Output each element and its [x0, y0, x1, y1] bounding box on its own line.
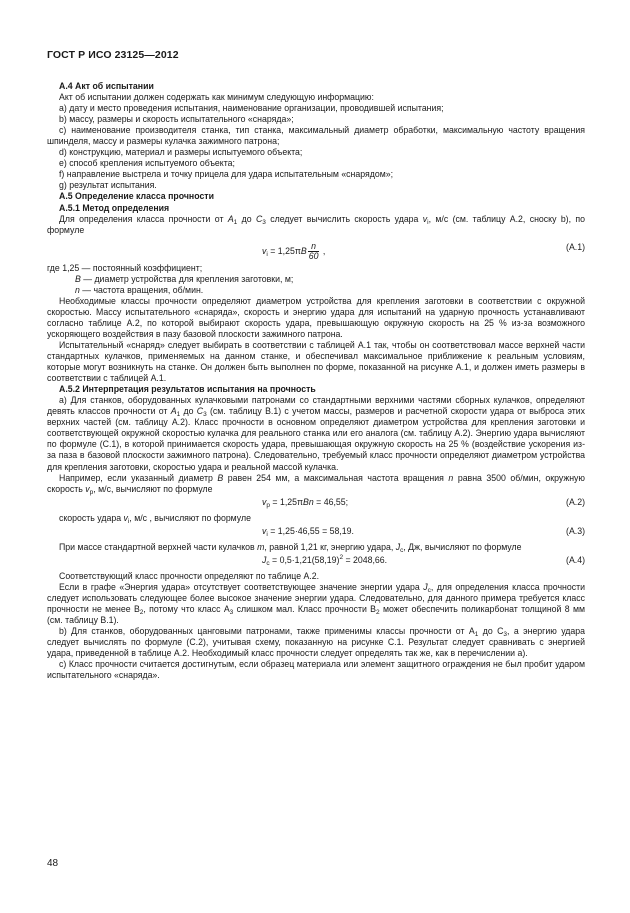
formula-a4: $J_c = 0,5\cdot 1,21(58,19)^2 = 2048,66$. (A.4)	[262, 553, 585, 567]
paragraph: При массе стандартной верхней части кулачков m, равной 1,21 кг, энергию удара, $J_c$, Дж, вычисляют по формуле	[59, 541, 522, 554]
list-item: f) направление выстрела и точку прицела для удара испытательным «снарядом»;	[59, 169, 394, 180]
where-line: n — частота вращения, об/мин.	[75, 284, 204, 295]
section-a4-intro: Акт об испытании должен содержать как минимум следующую информацию:	[59, 92, 374, 103]
paragraph: Испытательный «снаряд» следует выбирать в соответствии с таблицей A.1 так, чтобы он соответствовал массе верхней части стандартных кулачков, применяемых на данном станке, и обеспечивал максимальное приближение к реальным условиям, которые могут возникнуть на станке. Он должен быть выполнен по форме, показанной на рисунке A.1, и должен иметь размеры в соответствии с таблицей A.1.	[47, 339, 585, 384]
formula-number: (A.3)	[566, 525, 585, 536]
paragraph: b) Для станков, оборудованных цанговыми патронами, также применимы классы прочности от $A_1$ до $C_3$, а энергию удара следует вычислять по формуле (C.2), учитывая схему, показанную на рисунке C.1. Результат следует сравнивать с энергией удара, приведенной в таблице A.2. Необходимый класс прочности следует определять так же, как в перечислении а).	[47, 625, 586, 659]
section-a51-title: A.5.1 Метод определения	[59, 202, 170, 213]
formula-number: (A.2)	[566, 496, 585, 507]
list-item: d) конструкцию, материал и размеры испытуемого объекта;	[59, 147, 303, 158]
paragraph: Если в графе «Энергия удара» отсутствует соответствующее значение энергии удара $J_c$, для определения класса прочности следует использовать следующее более высокое значение энергии удара. Следовательно, для данного примера требуется класс прочности не менее $B_2$, потому что класс $A_3$ слишком мал. Класс прочности $B_2$ может обеспечить поликарбонат толщиной 8 мм (см. таблицу B.1).	[47, 581, 586, 625]
paragraph: Соответствующий класс прочности определяют по таблице A.2.	[59, 570, 320, 581]
formula-a1: $v_i = 1,25\pi B$ $\frac{n}{60}$ , (A.1)	[262, 240, 585, 261]
formula-number: (A.4)	[566, 554, 585, 565]
paragraph: с) Класс прочности считается достигнутым, если образец материала или элемент защитного ограждения не был пробит ударом испытательного «снаряда».	[47, 659, 585, 681]
list-item: с) наименование производителя станка, тип станка, максимальный диаметр обработки, максимальную частоту вращения шпинделя, массу и размеры кулачка зажимного патрона;	[47, 125, 585, 147]
paragraph-a51-method: Для определения класса прочности от $A_1$ до $C_3$ следует вычислить скорость удара $v_i$, м/с (см. таблицу A.2, сноску b), по формуле	[47, 213, 585, 235]
section-a5-title: A.5 Определение класса прочности	[59, 191, 214, 202]
list-item: b) массу, размеры и скорость испытательного «снаряда»;	[59, 114, 294, 125]
section-a52-title: A.5.2 Интерпретация результатов испытания на прочность	[59, 384, 316, 395]
paragraph: Необходимые классы прочности определяют диаметром устройства для крепления заготовки в соответствии с окружной скоростью. Массу испытательного «снаряда», скорость и энергию удара для испытаний на ударную прочность устанавливают согласно таблице A.2, по которой выбирают скорость удара, превышающую окружную скорость на 25 % из-за возможного ускоряющего воздействия в пазу базовой плоскости зажимного патрона.	[47, 295, 585, 339]
where-line: где 1,25 — постоянный коэффициент;	[47, 262, 203, 273]
document-header: ГОСТ Р ИСО 23125—2012	[47, 49, 179, 61]
list-item: g) результат испытания.	[59, 180, 157, 191]
where-line: B — диаметр устройства для крепления заготовки, м;	[75, 273, 294, 284]
page-number: 48	[47, 858, 59, 869]
formula-a2: $v_p = 1,25\pi Bn = 46,55$; (A.2)	[262, 496, 585, 509]
paragraph: скорость удара $v_i$, м/с , вычисляют по формуле	[59, 512, 251, 525]
formula-a3: $v_i = 1,25\cdot 46,55 = 58,19$. (A.3)	[262, 525, 585, 538]
section-a4-title: A.4 Акт об испытании	[59, 81, 154, 91]
paragraph: Например, если указанный диаметр B равен 254 мм, а максимальная частота вращения n равна 3500 об/мин, окружную скорость $v_p$, м/с, вычисляют по формуле	[47, 472, 585, 496]
document-body	[47, 81, 585, 681]
list-item: е) способ крепления испытуемого объекта;	[59, 158, 235, 169]
list-item: а) дату и место проведения испытания, наименование организации, проводившей испытания;	[59, 103, 444, 114]
formula-number: (A.1)	[566, 241, 585, 252]
paragraph: а) Для станков, оборудованных кулачковыми патронами со стандартными верхними частями сборных кулачков, определяют девять классов прочности от $A_1$ до $C_3$ (см. таблицу B.1) с учетом массы, размеров и расчетной скорости удара от выброса этих верхних частей (см. таблицу A.2). Класс прочности в основном определяют диаметром устройства для крепления заготовки и соответствующей окружной скоростью кулачка для реального станка или его аналога (см. таблицу A.2). Энергию удара вычисляют по формуле (C.1), в которой принимается скорость удара, превышающая окружную скорость на 25 % (воздействие ускорения из-за паза в базовой плоскости зажимного патрона). Следовательно, требуемый класс прочности определяют диаметром устройства для крепления заготовки, скоростью удара и реальной массой кулачка.	[47, 395, 585, 472]
